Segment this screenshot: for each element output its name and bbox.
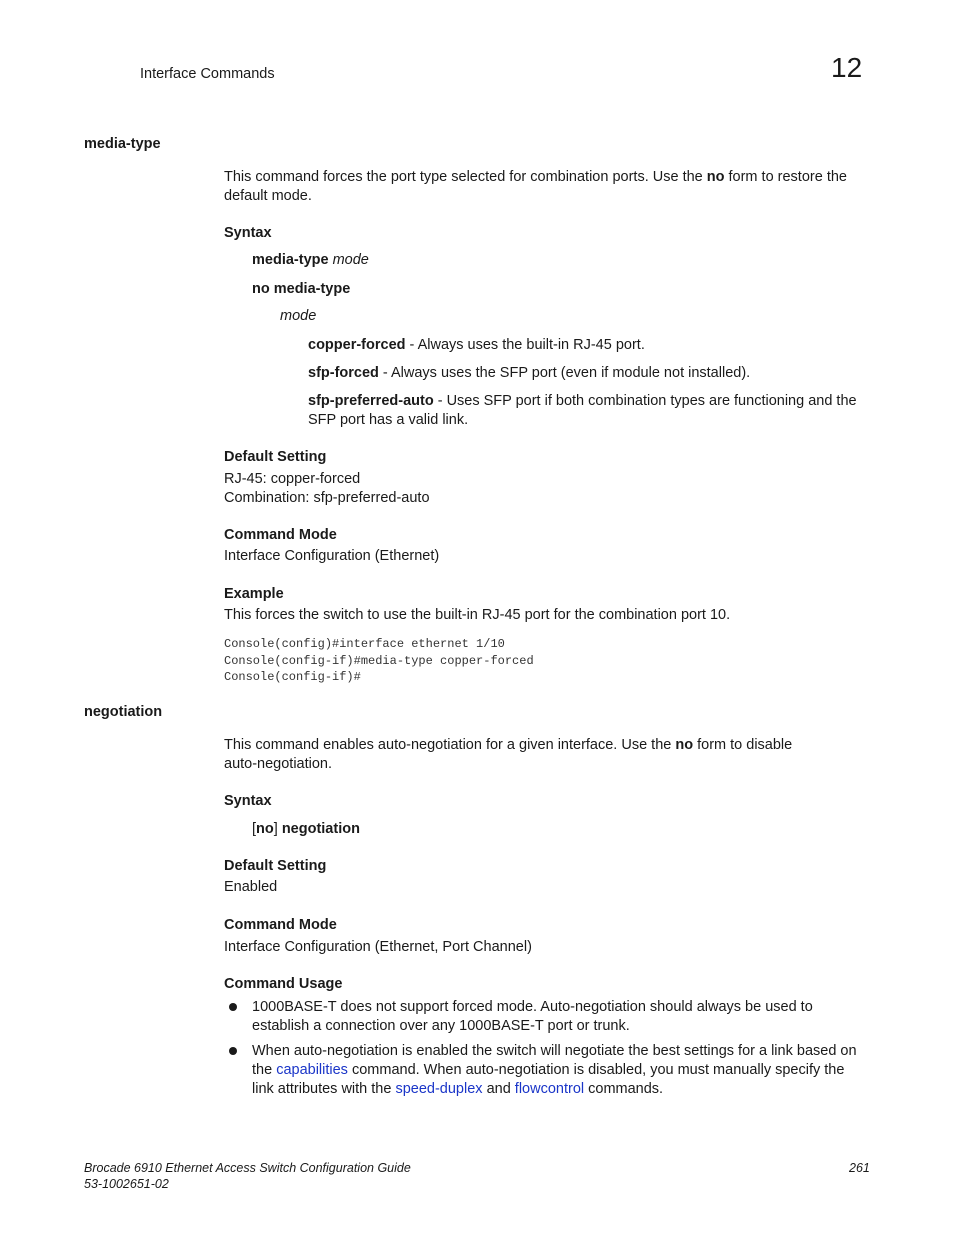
capabilities-link[interactable]: capabilities	[276, 1062, 348, 1078]
option-sfp-preferred-auto: sfp-preferred-auto - Uses SFP port if both combination types are functioning and the SFP port has a valid link.	[308, 393, 857, 428]
syntax-command: media-type mode	[252, 252, 369, 268]
media-type-description: This command forces the port type selected for combination ports. Use the no form to restore the default mode.	[224, 169, 847, 204]
option-sfp-forced: sfp-forced - Always uses the SFP port (even if module not installed).	[308, 365, 751, 381]
negotiation-title: negotiation	[84, 704, 163, 720]
default-setting-values: RJ-45: copper-forced Combination: sfp-preferred-auto	[224, 471, 430, 506]
code-line: Console(config-if)#	[224, 670, 361, 684]
media-type-title: media-type	[84, 136, 161, 152]
usage-item-1: 1000BASE-T does not support forced mode. Auto-negotiation should always be used to establish a connection over any 1000BASE-T port or trunk.	[252, 999, 813, 1034]
code-line: Console(config-if)#media-type copper-forced	[224, 653, 534, 668]
example-heading: Example	[224, 586, 284, 602]
negotiation-description: This command enables auto-negotiation for a given interface. Use the no form to disable auto-negotiation.	[224, 737, 793, 772]
default-setting-heading: Default Setting	[224, 449, 327, 465]
default-setting-value: Enabled	[224, 879, 278, 895]
code-line: Console(config)#interface ethernet 1/10	[224, 637, 505, 651]
footer-page-number: 261	[849, 1161, 870, 1175]
command-mode-value: Interface Configuration (Ethernet, Port Channel)	[224, 939, 532, 955]
running-header: Interface Commands	[140, 66, 275, 82]
usage-item-2: When auto-negotiation is enabled the switch will negotiate the best settings for a link based on the capabilities command. When auto-negotiation is disabled, you must manually specify the link attributes with the speed-duplex and flowcontrol commands.	[252, 1043, 857, 1097]
command-usage-heading: Command Usage	[224, 976, 343, 992]
param-name: mode	[280, 308, 317, 324]
syntax-no-command: no media-type	[252, 281, 351, 297]
option-copper-forced: copper-forced - Always uses the built-in RJ-45 port.	[308, 337, 645, 353]
example-description: This forces the switch to use the built-in RJ-45 port for the combination port 10.	[224, 607, 731, 623]
syntax-heading: Syntax	[224, 225, 272, 241]
syntax-command: [no] negotiation	[252, 821, 360, 837]
command-mode-value: Interface Configuration (Ethernet)	[224, 548, 440, 564]
bullet-icon	[229, 1047, 237, 1055]
example-code	[224, 636, 534, 686]
footer-doc-number: 53-1002651-02	[84, 1177, 169, 1191]
default-setting-heading: Default Setting	[224, 858, 327, 874]
command-mode-heading: Command Mode	[224, 527, 337, 543]
bullet-icon	[229, 1003, 237, 1011]
flowcontrol-link[interactable]: flowcontrol	[514, 1081, 585, 1097]
footer-guide-title: Brocade 6910 Ethernet Access Switch Configuration Guide	[84, 1161, 411, 1175]
chapter-number: 12	[831, 52, 863, 83]
command-mode-heading: Command Mode	[224, 917, 337, 933]
syntax-heading: Syntax	[224, 793, 272, 809]
speed-duplex-link[interactable]: speed-duplex	[395, 1081, 483, 1097]
